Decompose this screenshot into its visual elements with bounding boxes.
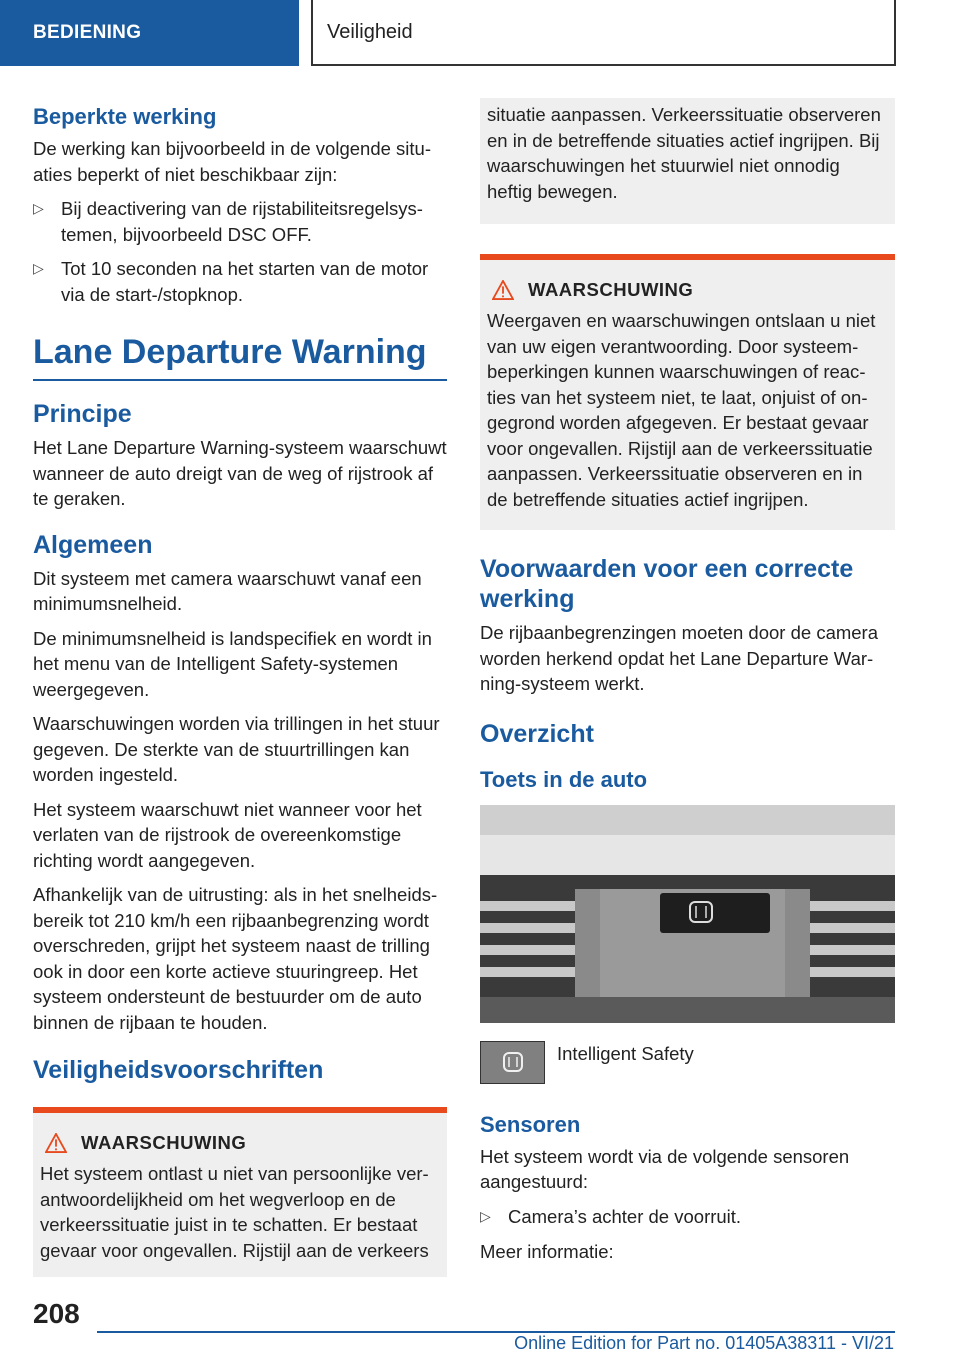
- toets-heading: Toets in de auto: [480, 766, 648, 792]
- principe-text: Het Lane Departure Warning-systeem waarschuwt wanneer de auto dreigt van de weg of rijstrook af te geraken.: [33, 437, 447, 509]
- button-label: Intelligent Safety: [557, 1042, 694, 1064]
- voorwaarden-text: De rijbaanbegrenzingen moeten door de camera worden herkend opdat het Lane Departure Warning-systeem werkt.: [480, 622, 879, 694]
- edition-info: Online Edition for Part no. 01405A38311 - VI/21: [514, 1333, 894, 1353]
- dashboard-illustration: [480, 805, 895, 1023]
- warning-text: Weergaven en waarschuwingen ontslaan u niet van uw eigen verantwoording. Door systeembeperkingen kunnen waarschuwingen of reacties van het systeem niet, te laat, onjuist of ongegrond worden afgegeven. Er bestaat gevaar voor ongevallen. Rijstijl aan de verkeerssituatie aanpassen. Verkeerssituatie observeren en in de betreffende situaties actief ingrijpen.: [487, 310, 876, 510]
- warning-title: WAARSCHUWING: [487, 276, 887, 304]
- warning-title: WAARSCHUWING: [40, 1129, 439, 1157]
- list-item: ▷ Bij deactivering van de rijstabiliteitsregelsystemen, bijvoorbeeld DSC OFF.: [33, 198, 423, 245]
- warning-box: [480, 254, 895, 530]
- veiligheid-heading: Veiligheidsvoorschriften: [33, 1056, 324, 1084]
- intelligent-safety-button: [480, 1041, 545, 1084]
- algemeen-paragraph: Afhankelijk van de uitrusting: als in het snelheidsbereik tot 210 km/h een rijbaanbegrenzing wordt overschreden, grijpt het systeem naast de trilling ook in door een korte actieve stuuringreep. Het systeem ondersteunt de bestuurder om de auto binnen de rijbaan te houden.: [33, 884, 438, 1033]
- algemeen-paragraph: Dit systeem met camera waarschuwt vanaf een minimumsnelheid.: [33, 567, 422, 614]
- triangle-right-icon: ▷: [480, 1207, 491, 1224]
- warning-triangle-icon: [492, 280, 514, 300]
- lane-assist-icon: [500, 1050, 526, 1074]
- sensoren-text: Het systeem wordt via de volgende sensoren aangestuurd:: [480, 1145, 850, 1192]
- principe-heading: Principe: [33, 400, 132, 428]
- warning-box: [33, 1107, 447, 1277]
- button-legend: [480, 1041, 895, 1084]
- warning-text: situatie aanpassen. Verkeerssituatie observeren en in de betreffende situaties actief ingrijpen. Bij waarschuwingen het stuurwiel niet onnodig heftig bewegen.: [487, 104, 881, 202]
- page-number: 208: [33, 1298, 80, 1329]
- meer-informatie: Meer informatie:: [480, 1241, 614, 1262]
- algemeen-paragraph: De minimumsnelheid is landspecifiek en wordt in het menu van de Intelligent Safety-systemen weergegeven.: [33, 627, 432, 700]
- algemeen-paragraph: Het systeem waarschuwt niet wanneer voor het verlaten van de rijstrook de overeenkomstige richting wordt aangegeven.: [33, 798, 422, 871]
- beperkte-werking-list: [33, 196, 447, 307]
- warning-text: Het systeem ontlast u niet van persoonlijke verantwoordelijkheid om het wegverloop en de verkeerssituatie juist in te schatten. Er bestaat gevaar voor ongevallen. Rijstijl aan de verkeers: [40, 1163, 429, 1261]
- sensoren-list: [480, 1204, 895, 1230]
- triangle-right-icon: ▷: [33, 200, 44, 216]
- warning-triangle-icon: [45, 1133, 67, 1153]
- right-column: [480, 100, 895, 1274]
- beperkte-werking-intro: De werking kan bijvoorbeeld in de volgende situaties beperkt of niet beschikbaar zijn:: [33, 138, 431, 185]
- algemeen-heading: Algemeen: [33, 530, 153, 559]
- section-title: Veiligheid: [311, 0, 896, 66]
- chapter-tab: BEDIENING: [0, 0, 299, 66]
- dashboard-photo: [480, 805, 895, 1023]
- list-item: ▷ Camera’s achter de voorruit.: [480, 1204, 895, 1230]
- list-item: ▷ Tot 10 seconden na het starten van de motor via de start-/stopknop.: [33, 258, 429, 305]
- algemeen-paragraph: Waarschuwingen worden via trillingen in het stuur gegeven. De sterkte van de stuurtrillingen kan worden ingesteld.: [33, 713, 440, 785]
- sensoren-heading: Sensoren: [480, 1111, 581, 1137]
- left-column: [33, 100, 447, 1299]
- voorwaarden-heading: Voorwaarden voor een correcte werking: [480, 555, 854, 613]
- beperkte-werking-heading: Beperkte werking: [33, 104, 217, 129]
- chapter-title: Lane Departure Warning: [33, 331, 447, 381]
- overzicht-heading: Overzicht: [480, 719, 594, 748]
- triangle-right-icon: ▷: [33, 260, 44, 276]
- warning-box-continued: [480, 98, 895, 224]
